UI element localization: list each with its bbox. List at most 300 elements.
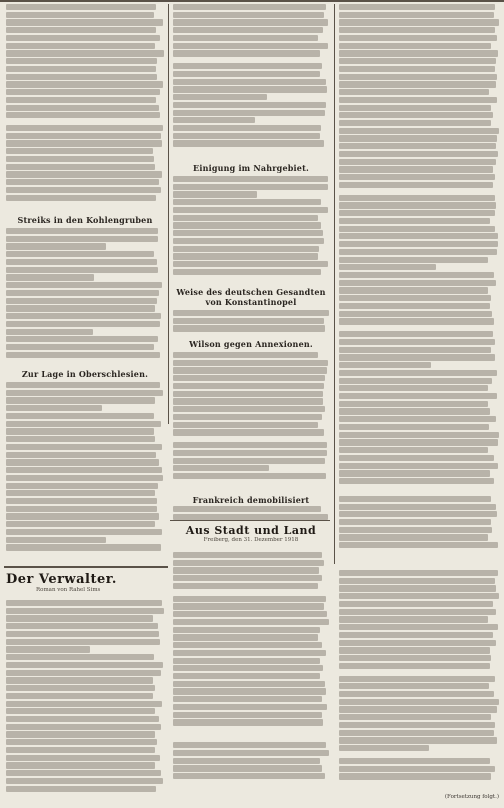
text-line xyxy=(6,313,161,319)
text-line xyxy=(173,665,323,671)
text-line xyxy=(6,421,161,427)
text-line xyxy=(339,699,499,705)
text-line xyxy=(339,527,492,533)
text-line xyxy=(173,583,318,589)
text-line xyxy=(6,670,161,676)
text-line xyxy=(339,97,497,103)
text-line xyxy=(339,463,498,469)
text-line xyxy=(6,105,159,111)
text-line xyxy=(6,156,154,162)
text-line xyxy=(6,35,160,41)
text-line xyxy=(339,578,495,584)
column-2-block-d xyxy=(173,352,329,481)
text-line xyxy=(6,677,153,683)
text-line xyxy=(339,43,491,49)
text-line xyxy=(6,259,157,265)
heading-wilson: Wilson gegen Annexionen. xyxy=(189,339,313,349)
paragraph-gap xyxy=(339,190,499,195)
text-line xyxy=(173,246,319,252)
text-line xyxy=(173,422,318,428)
text-line xyxy=(339,287,488,293)
text-line xyxy=(339,519,491,525)
text-line xyxy=(6,74,157,80)
text-line xyxy=(6,50,164,56)
serial-subtitle: Roman von Rahel Sims xyxy=(36,587,101,593)
text-line xyxy=(173,94,267,100)
text-line xyxy=(339,311,492,317)
text-line xyxy=(173,391,323,397)
text-line xyxy=(6,521,155,527)
text-line xyxy=(6,125,163,131)
text-line xyxy=(339,378,492,384)
text-line xyxy=(173,140,324,146)
text-line xyxy=(339,264,436,270)
text-line xyxy=(6,436,155,442)
text-line xyxy=(339,424,489,430)
text-line xyxy=(6,267,158,273)
text-line xyxy=(339,691,494,697)
text-line xyxy=(173,742,326,748)
text-line xyxy=(339,601,493,607)
text-line xyxy=(6,608,164,614)
text-line xyxy=(339,120,491,126)
text-line xyxy=(6,148,153,154)
text-line xyxy=(6,646,90,652)
local-news-text xyxy=(173,552,329,781)
text-line xyxy=(339,585,496,591)
text-line xyxy=(6,467,162,473)
column-2-heading-4 xyxy=(173,492,329,507)
text-line xyxy=(6,452,156,458)
text-line xyxy=(173,642,322,648)
text-line xyxy=(339,663,490,669)
text-line xyxy=(173,27,323,33)
text-line xyxy=(339,241,498,247)
serial-header xyxy=(6,572,164,594)
text-line xyxy=(6,498,157,504)
text-line xyxy=(6,112,160,118)
text-line xyxy=(339,331,493,337)
text-line xyxy=(339,393,497,399)
text-line xyxy=(6,708,155,714)
column-1-middle xyxy=(6,228,164,359)
text-line xyxy=(6,164,155,170)
text-line xyxy=(173,325,325,331)
text-line xyxy=(173,19,328,25)
heading-gesandten: Weise des deutschen Gesandten von Konstantinopel xyxy=(176,287,326,307)
text-line xyxy=(173,658,320,664)
text-line xyxy=(6,81,163,87)
text-line xyxy=(6,133,161,139)
text-line xyxy=(173,450,327,456)
text-line xyxy=(6,600,162,606)
text-line xyxy=(339,295,491,301)
text-line xyxy=(6,654,154,660)
text-line xyxy=(6,444,162,450)
text-line xyxy=(339,609,496,615)
text-line xyxy=(6,778,163,784)
text-line xyxy=(339,416,496,422)
text-line xyxy=(339,745,429,751)
text-line xyxy=(6,344,154,350)
text-line xyxy=(6,413,154,419)
text-line xyxy=(6,405,102,411)
text-line xyxy=(173,414,322,420)
text-line xyxy=(6,27,156,33)
text-line xyxy=(339,218,490,224)
text-line xyxy=(173,230,323,236)
column-2-heading-3 xyxy=(173,336,329,351)
text-line xyxy=(173,458,325,464)
continued-mark: (Fortsetzung folgt.) xyxy=(444,794,499,800)
text-line xyxy=(173,310,329,316)
text-line xyxy=(173,318,324,324)
text-line xyxy=(6,19,163,25)
text-line xyxy=(173,773,325,779)
text-line xyxy=(173,688,326,694)
text-line xyxy=(173,71,320,77)
column-2-heading-1 xyxy=(173,160,329,175)
text-line xyxy=(339,12,494,18)
text-line xyxy=(339,210,495,216)
text-line xyxy=(173,704,327,710)
heading-nahrgebiet: Einigung im Nahrgebiet. xyxy=(193,163,309,173)
text-line xyxy=(339,202,496,208)
column-divider-2 xyxy=(334,4,335,564)
text-line xyxy=(6,89,160,95)
text-line xyxy=(339,647,490,653)
local-title: Aus Stadt und Land xyxy=(185,524,317,537)
text-line xyxy=(339,470,490,476)
text-line xyxy=(173,375,325,381)
text-line xyxy=(173,619,329,625)
text-line xyxy=(173,567,319,573)
text-line xyxy=(6,490,155,496)
text-line xyxy=(6,739,157,745)
text-line xyxy=(339,706,497,712)
text-line xyxy=(6,529,162,535)
text-line xyxy=(6,58,157,64)
text-line xyxy=(173,681,325,687)
text-line xyxy=(339,280,496,286)
text-line xyxy=(173,222,321,228)
text-line xyxy=(339,89,489,95)
text-line xyxy=(173,117,255,123)
text-line xyxy=(173,360,328,366)
heading-streiks: Streiks in den Kohlengruben xyxy=(17,215,153,225)
text-line xyxy=(339,408,490,414)
text-line xyxy=(173,650,326,656)
text-line xyxy=(6,390,163,396)
text-line xyxy=(6,251,154,257)
column-1-upper xyxy=(6,4,164,202)
text-line xyxy=(173,603,324,609)
text-line xyxy=(173,110,325,116)
text-line xyxy=(339,676,495,682)
text-line xyxy=(173,269,321,275)
text-line xyxy=(173,86,327,92)
text-line xyxy=(339,226,495,232)
text-line xyxy=(173,184,328,190)
text-line xyxy=(339,455,494,461)
text-line xyxy=(173,611,327,617)
text-line xyxy=(6,4,156,10)
text-line xyxy=(6,615,153,621)
text-line xyxy=(339,511,497,517)
top-rule xyxy=(0,0,504,2)
text-line xyxy=(6,397,155,403)
local-masthead xyxy=(173,524,329,544)
text-line xyxy=(173,12,324,18)
text-line xyxy=(173,50,320,56)
text-line xyxy=(6,171,162,177)
text-line xyxy=(6,428,154,434)
text-line xyxy=(173,442,327,448)
text-line xyxy=(339,534,488,540)
text-line xyxy=(173,383,324,389)
column-1-heading-2 xyxy=(6,366,164,381)
text-line xyxy=(173,596,326,602)
text-line xyxy=(339,135,497,141)
text-line xyxy=(173,238,324,244)
text-line xyxy=(339,272,494,278)
text-line xyxy=(6,329,93,335)
text-line xyxy=(173,215,318,221)
text-line xyxy=(339,632,493,638)
text-line xyxy=(339,401,488,407)
text-line xyxy=(6,187,161,193)
text-line xyxy=(6,228,158,234)
text-line xyxy=(339,166,493,172)
text-line xyxy=(6,639,160,645)
text-line xyxy=(339,27,495,33)
text-line xyxy=(173,634,318,640)
text-line xyxy=(6,483,158,489)
column-3-text xyxy=(339,4,499,550)
text-line xyxy=(173,750,329,756)
column-2-block-b xyxy=(173,176,329,277)
text-line xyxy=(339,151,498,157)
text-line xyxy=(6,282,162,288)
text-line xyxy=(173,35,318,41)
text-line xyxy=(339,714,491,720)
text-line xyxy=(6,459,159,465)
serial-continued xyxy=(339,794,499,800)
text-line xyxy=(339,624,498,630)
text-line xyxy=(339,74,497,80)
text-line xyxy=(173,191,257,197)
column-2-block-c xyxy=(173,310,329,333)
text-line xyxy=(173,43,328,49)
text-line xyxy=(339,339,495,345)
text-line xyxy=(339,19,499,25)
text-line xyxy=(6,195,156,201)
text-line xyxy=(6,66,156,72)
local-dateline: Freiberg, den 31. Dezember 1918 xyxy=(203,537,299,543)
text-line xyxy=(339,542,498,548)
text-line xyxy=(6,336,158,342)
text-line xyxy=(339,58,496,64)
serial-text-col-3 xyxy=(339,570,499,781)
text-line xyxy=(173,63,322,69)
text-line xyxy=(6,179,159,185)
text-line xyxy=(173,125,321,131)
text-line xyxy=(6,274,94,280)
text-line xyxy=(339,773,491,779)
text-line xyxy=(339,655,491,661)
text-line xyxy=(339,616,488,622)
text-line xyxy=(173,552,322,558)
text-line xyxy=(339,439,498,445)
text-line xyxy=(6,747,155,753)
text-line xyxy=(173,560,324,566)
text-line xyxy=(339,303,490,309)
text-line xyxy=(173,253,318,259)
text-line xyxy=(339,766,495,772)
text-line xyxy=(6,786,156,792)
text-line xyxy=(339,143,496,149)
text-line xyxy=(173,261,328,267)
text-line xyxy=(6,321,160,327)
text-line xyxy=(339,257,488,263)
text-line xyxy=(6,43,155,49)
text-line xyxy=(339,640,496,646)
text-line xyxy=(339,159,496,165)
text-line xyxy=(339,593,499,599)
text-line xyxy=(6,623,158,629)
column-2-block-e xyxy=(173,506,329,521)
text-line xyxy=(6,662,163,668)
serial-text-col-1 xyxy=(6,600,164,793)
serial-rule xyxy=(4,566,168,568)
text-line xyxy=(339,354,495,360)
text-line xyxy=(6,298,157,304)
text-line xyxy=(339,362,431,368)
text-line xyxy=(6,762,155,768)
text-line xyxy=(6,701,162,707)
text-line xyxy=(339,318,494,324)
text-line xyxy=(339,174,495,180)
text-line xyxy=(6,716,159,722)
text-line xyxy=(173,758,320,764)
text-line xyxy=(6,305,155,311)
text-line xyxy=(339,570,498,576)
text-line xyxy=(339,4,495,10)
text-line xyxy=(6,352,160,358)
column-2-upper xyxy=(173,4,329,148)
heading-frankreich: Frankreich demobilisiert xyxy=(192,495,310,505)
text-line xyxy=(6,544,161,550)
text-line xyxy=(173,207,328,213)
text-line xyxy=(6,382,160,388)
text-line xyxy=(6,243,106,249)
text-line xyxy=(339,35,497,41)
text-line xyxy=(6,685,155,691)
text-line xyxy=(6,290,159,296)
text-line xyxy=(339,128,499,134)
text-line xyxy=(339,195,495,201)
serial-title: Der Verwalter. xyxy=(6,572,117,587)
text-line xyxy=(339,385,488,391)
text-line xyxy=(339,737,497,743)
paragraph-gap xyxy=(173,591,329,596)
text-line xyxy=(173,514,328,520)
text-line xyxy=(339,683,489,689)
text-line xyxy=(339,105,491,111)
text-line xyxy=(6,506,157,512)
text-line xyxy=(339,112,493,118)
text-line xyxy=(339,496,491,502)
text-line xyxy=(173,575,322,581)
text-line xyxy=(6,770,161,776)
text-line xyxy=(339,504,496,510)
text-line xyxy=(173,473,326,479)
text-line xyxy=(339,758,490,764)
text-line xyxy=(339,722,495,728)
text-line xyxy=(173,765,322,771)
text-line xyxy=(6,537,106,543)
column-1-heading-1 xyxy=(6,212,164,227)
paragraph-gap xyxy=(339,671,499,676)
text-line xyxy=(173,465,269,471)
text-line xyxy=(6,513,159,519)
text-line xyxy=(173,352,318,358)
text-line xyxy=(173,627,320,633)
text-line xyxy=(6,475,163,481)
text-line xyxy=(173,406,325,412)
text-line xyxy=(339,432,499,438)
text-line xyxy=(173,712,322,718)
text-line xyxy=(339,233,498,239)
text-line xyxy=(6,631,159,637)
text-line xyxy=(173,4,326,10)
text-line xyxy=(173,696,322,702)
text-line xyxy=(6,97,156,103)
text-line xyxy=(339,447,488,453)
text-line xyxy=(173,673,320,679)
text-line xyxy=(6,236,158,242)
text-line xyxy=(173,79,326,85)
text-line xyxy=(173,102,326,108)
column-2-heading-2 xyxy=(173,284,329,309)
text-line xyxy=(173,367,327,373)
text-line xyxy=(339,249,497,255)
text-line xyxy=(339,370,497,376)
text-line xyxy=(173,176,328,182)
text-line xyxy=(173,506,321,512)
text-line xyxy=(339,478,494,484)
text-line xyxy=(339,50,498,56)
text-line xyxy=(6,755,160,761)
text-line xyxy=(6,12,154,18)
text-line xyxy=(173,398,323,404)
column-divider-1 xyxy=(168,4,169,424)
text-line xyxy=(339,347,491,353)
column-1-lower xyxy=(6,382,164,552)
text-line xyxy=(339,730,494,736)
text-line xyxy=(6,724,161,730)
text-line xyxy=(339,182,493,188)
text-line xyxy=(6,140,162,146)
text-line xyxy=(6,731,155,737)
text-line xyxy=(339,66,495,72)
text-line xyxy=(173,133,320,139)
heading-oberschlesien: Zur Lage in Oberschlesien. xyxy=(21,369,149,379)
text-line xyxy=(339,81,496,87)
text-line xyxy=(173,199,321,205)
text-line xyxy=(173,719,323,725)
text-line xyxy=(6,693,153,699)
